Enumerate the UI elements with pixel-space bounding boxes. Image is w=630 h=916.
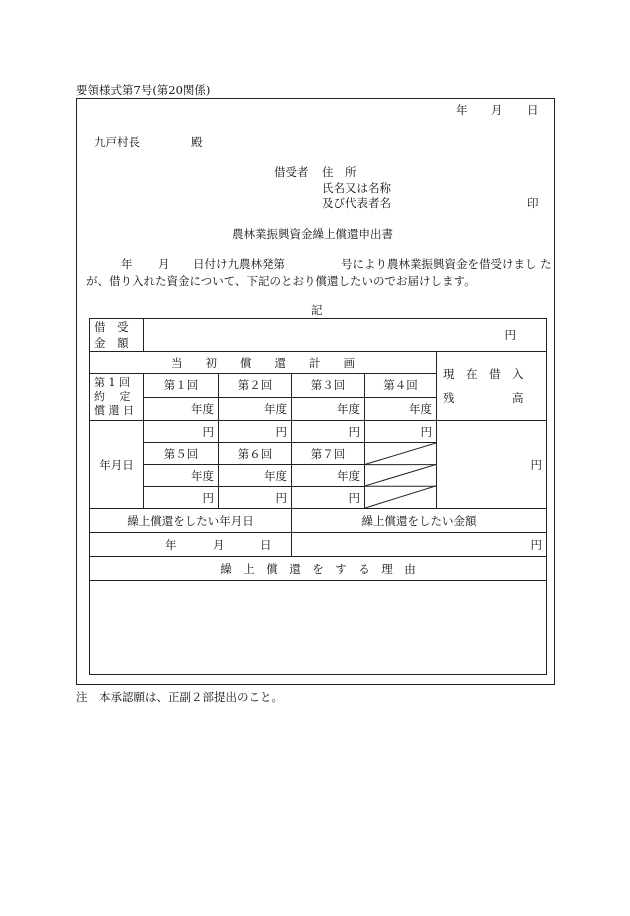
body-year: 年 [121,257,133,271]
fy-5: 年度 [144,465,219,487]
address-label: 住 所 [322,165,357,179]
repayment-table [89,318,547,675]
document-title: 農林業振興資金繰上償還申出書 [232,227,393,241]
diagonal-strike [365,443,436,508]
fy-2: 年度 [219,397,292,421]
early-date-value [90,533,292,557]
early-date-label: 繰上償還をしたい年月日 [90,509,292,533]
round-2: 第２回 [219,374,292,398]
plan-header: 当 初 償 還 計 画 [90,352,437,374]
body-text-2: が、借り入れた資金について、下記のとおり償還したいのでお届けします。 [86,274,476,288]
date-day: 日 [527,103,539,117]
schedule-label-1: 第 1 回 [94,376,130,389]
loan-amount-value [144,319,547,352]
form-label: 要領様式第7号(第20関係) [76,83,211,97]
round-5: 第５回 [144,443,219,465]
round-4: 第４回 [365,374,437,398]
loan-amount-label: 借 受 金 額 [90,319,144,352]
body-month: 月 [158,257,170,271]
amount-3: 円 [292,421,365,443]
reason-body [90,581,547,675]
fy-4: 年度 [365,397,437,421]
amount-1: 円 [144,421,219,443]
fy-6: 年度 [219,465,292,487]
early-year: 年 [165,538,177,552]
balance-value [437,421,547,509]
seal-mark: 印 [527,196,539,210]
round-6: 第６回 [219,443,292,465]
ki-marker: 記 [311,303,323,317]
addressee-honorific: 殿 [191,135,203,149]
date-year: 年 [456,103,468,117]
representative-label: 及び代表者名 [322,196,391,210]
round-1: 第１回 [144,374,219,398]
schedule-label [90,374,144,421]
balance-label-line2: 残 高 [443,391,524,405]
amount-4: 円 [365,421,437,443]
fy-1: 年度 [144,397,219,421]
borrower-label: 借受者 [274,165,309,179]
amount-7: 円 [292,487,365,509]
unused-cell [365,443,437,509]
early-amount-value [292,533,547,557]
amount-2: 円 [219,421,292,443]
schedule-label-3: 償 還 日 [94,404,134,417]
schedule-label-2: 約 定 [94,390,131,403]
body-text-1: 日付け九農林発第 [193,257,285,271]
balance-yen: 円 [530,457,543,472]
early-month: 月 [213,538,225,552]
addressee-name: 九戸村長 [94,135,140,149]
fy-3: 年度 [292,397,365,421]
date-month: 月 [491,103,503,117]
fy-7: 年度 [292,465,365,487]
amount-6: 円 [219,487,292,509]
early-amount-yen: 円 [530,537,543,552]
name-label: 氏名又は名称 [322,181,391,195]
early-amount-label: 繰上償還をしたい金額 [292,509,547,533]
round-3: 第３回 [292,374,365,398]
amount-5: 円 [144,487,219,509]
footnote: 注 本承認願は、正副２部提出のこと。 [76,690,283,704]
yen-unit: 円 [504,328,517,342]
body-text-1-rest: 号により農林業振興資金を借受けまし た [341,257,552,271]
reason-header: 繰 上 償 還 を す る 理 由 [90,557,547,581]
early-day: 日 [260,538,272,552]
balance-label [437,352,547,421]
round-7: 第７回 [292,443,365,465]
balance-label-line1: 現 在 借 入 [443,367,524,381]
ymd-label: 年月日 [90,421,144,509]
